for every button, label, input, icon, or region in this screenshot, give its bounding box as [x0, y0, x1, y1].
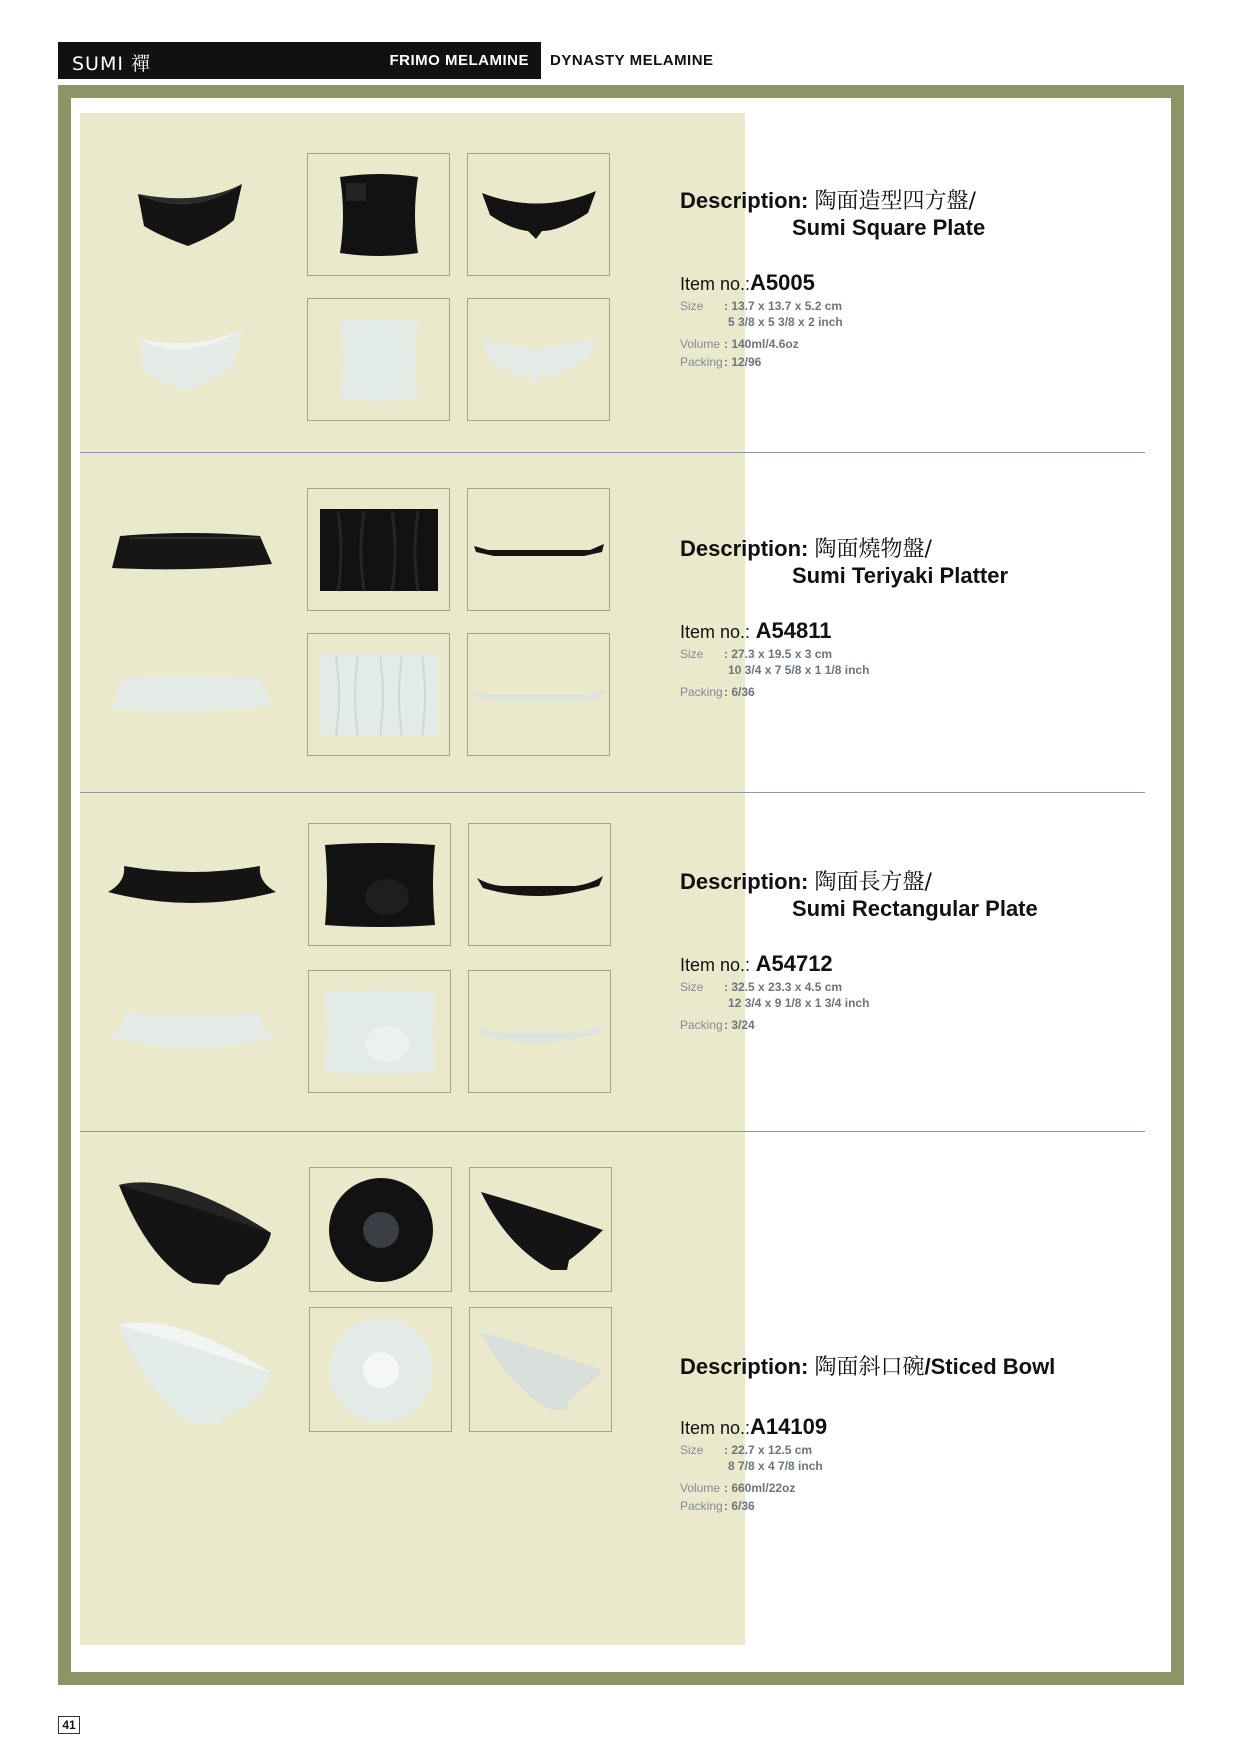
description-chinese: 陶面燒物盤/ [814, 537, 932, 562]
product-info-a5005 [680, 188, 985, 370]
size-label: Size [680, 980, 704, 994]
packing-line [680, 354, 985, 370]
size-cm: : 22.7 x 12.5 cm [724, 1443, 813, 1457]
product-photo-black-angle [110, 158, 270, 273]
brand-title: SUMI 禪 [72, 53, 152, 75]
size-inch: 10 3/4 x 7 5/8 x 1 1/8 inch [728, 663, 870, 677]
packing-label: Packing [680, 1499, 723, 1513]
size-inch-line [680, 662, 1008, 678]
item-code: A54712 [755, 951, 833, 976]
item-number-line [680, 952, 1038, 977]
product-photo-white-side [467, 633, 610, 756]
description-chinese: 陶面長方盤/ [814, 870, 932, 895]
product-photo-black-top [307, 153, 450, 276]
item-number-line [680, 271, 985, 296]
tab-dynasty-melamine[interactable]: DYNASTY MELAMINE [550, 52, 714, 69]
size-cm: : 27.3 x 19.5 x 3 cm [724, 647, 833, 661]
product-info-a54811 [680, 536, 1008, 700]
product-photo-white-angle [110, 1307, 280, 1437]
size-label: Size [680, 299, 704, 313]
product-photo-black-top [307, 488, 450, 611]
packing-line [680, 684, 1008, 700]
item-number-line [680, 619, 1008, 644]
product-photo-white-angle [102, 643, 282, 743]
product-photo-white-angle [102, 983, 282, 1083]
volume-label: Volume [680, 1481, 721, 1495]
size-line [680, 298, 985, 314]
item-code: A54811 [755, 618, 832, 643]
item-code: A14109 [750, 1414, 828, 1439]
size-inch-line [680, 1458, 1055, 1474]
header-bar [58, 42, 541, 79]
size-label: Size [680, 647, 704, 661]
product-photo-white-top [307, 633, 450, 756]
volume-line [680, 336, 985, 352]
product-photo-white-top [307, 298, 450, 421]
size-inch-line [680, 314, 985, 330]
item-label: Item no.: [680, 1418, 751, 1438]
product-photo-white-side [467, 298, 610, 421]
product-info-a14109 [680, 1354, 1055, 1514]
product-photo-black-side [467, 153, 610, 276]
description-label: Description: [680, 188, 809, 213]
product-photo-white-angle [110, 303, 270, 418]
description-chinese: 陶面斜口碗 [814, 1355, 925, 1380]
page-number: 41 [58, 1716, 80, 1734]
description-line [680, 1354, 1055, 1381]
product-photo-black-angle [102, 503, 282, 603]
packing-label: Packing [680, 685, 723, 699]
size-line [680, 979, 1038, 995]
product-photo-black-top [308, 823, 451, 946]
volume-value: : 140ml/4.6oz [724, 337, 799, 351]
product-photo-black-angle [110, 1167, 280, 1297]
description-english: Sumi Teriyaki Platter [792, 563, 1009, 588]
product-photo-white-side [469, 1307, 612, 1432]
product-photo-black-side [469, 1167, 612, 1292]
packing-line [680, 1498, 1055, 1514]
volume-value: : 660ml/22oz [724, 1481, 796, 1495]
size-inch: 8 7/8 x 4 7/8 inch [728, 1459, 823, 1473]
item-number-line [680, 1415, 1055, 1440]
size-line [680, 646, 1008, 662]
tab-frimo-melamine[interactable]: FRIMO MELAMINE [389, 52, 529, 69]
item-label: Item no.: [680, 274, 751, 294]
description-chinese: 陶面造型四方盤/ [814, 189, 976, 214]
size-inch: 5 3/8 x 5 3/8 x 2 inch [728, 315, 843, 329]
description-label: Description: [680, 536, 809, 561]
product-photo-black-side [468, 823, 611, 946]
size-inch-line [680, 995, 1038, 1011]
product-photo-black-side [467, 488, 610, 611]
packing-value: : 3/24 [724, 1018, 755, 1032]
item-label: Item no.: [680, 955, 751, 975]
packing-line [680, 1017, 1038, 1033]
product-photo-white-top [308, 970, 451, 1093]
item-code: A5005 [750, 270, 815, 295]
volume-label: Volume [680, 337, 721, 351]
description-line [680, 536, 1008, 563]
size-inch: 12 3/4 x 9 1/8 x 1 3/4 inch [728, 996, 870, 1010]
size-line [680, 1442, 1055, 1458]
product-photo-white-side [468, 970, 611, 1093]
volume-line [680, 1480, 1055, 1496]
packing-value: : 6/36 [724, 1499, 755, 1513]
packing-value: : 12/96 [724, 355, 762, 369]
size-cm: : 13.7 x 13.7 x 5.2 cm [724, 299, 843, 313]
description-label: Description: [680, 869, 809, 894]
packing-label: Packing [680, 1018, 723, 1032]
packing-value: : 6/36 [724, 685, 755, 699]
product-photo-black-angle [102, 838, 282, 938]
description-english: Sumi Rectangular Plate [792, 896, 1038, 921]
product-photo-white-top [309, 1307, 452, 1432]
description-line [680, 869, 1038, 896]
product-info-a54712 [680, 869, 1038, 1033]
packing-label: Packing [680, 355, 723, 369]
description-english: Sumi Square Plate [792, 215, 986, 240]
description-line [680, 188, 985, 215]
size-cm: : 32.5 x 23.3 x 4.5 cm [724, 980, 843, 994]
description-label: Description: [680, 1354, 809, 1379]
product-photo-black-top [309, 1167, 452, 1292]
description-english: /Sticed Bowl [924, 1354, 1056, 1379]
product-row-a5005 [80, 113, 1145, 453]
item-label: Item no.: [680, 622, 751, 642]
size-label: Size [680, 1443, 704, 1457]
